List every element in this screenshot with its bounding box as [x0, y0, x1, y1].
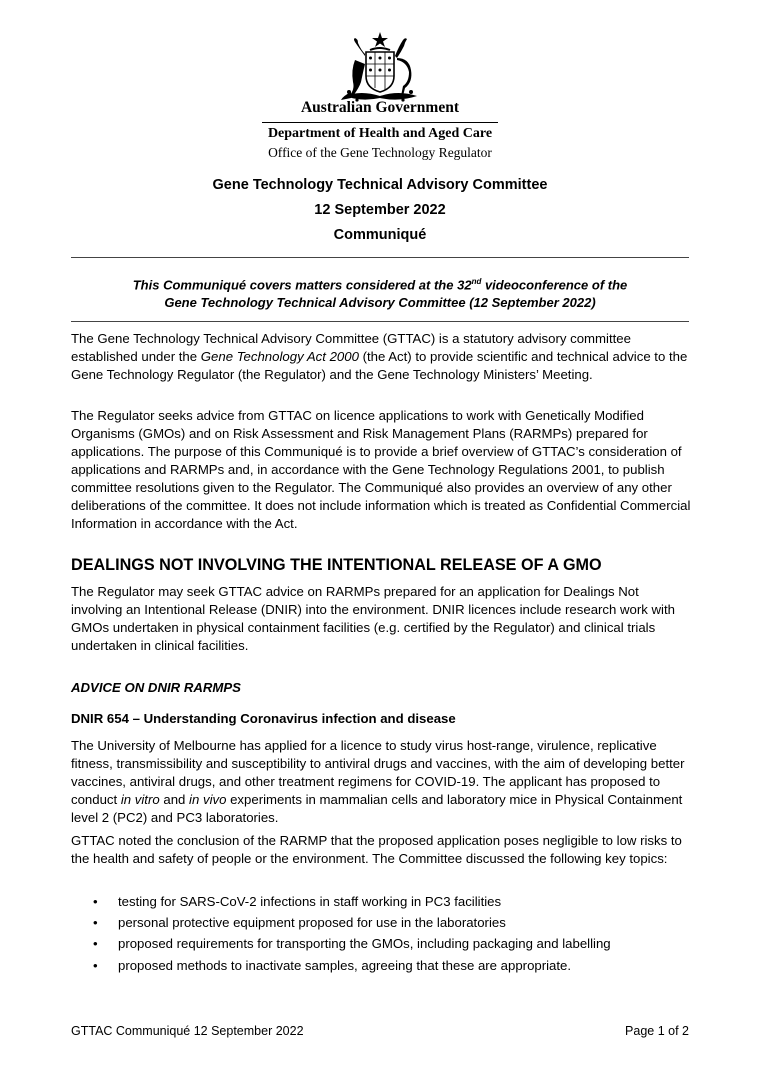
- government-name: Australian Government: [300, 99, 459, 116]
- key-topics-list: [71, 893, 691, 978]
- paragraph-conclusion: GTTAC noted the conclusion of the RARMP that the proposed application poses negligible to low risks to the health and safety of people or the environment. The Committee discussed the following key topics:: [71, 833, 682, 866]
- paragraph-university: [71, 737, 691, 827]
- list-item: • proposed methods to inactivate samples, agreeing that these are appropriate.: [71, 957, 691, 978]
- section-heading: DEALINGS NOT INVOLVING THE INTENTIONAL RELEASE OF A GMO: [71, 556, 602, 574]
- header-divider: [262, 122, 498, 123]
- in-vitro-term: in vitro: [120, 792, 160, 807]
- top-divider: [71, 257, 689, 258]
- subheading-advice: ADVICE ON DNIR RARMPS: [71, 680, 241, 695]
- document-date: 12 September 2022: [314, 202, 446, 218]
- paragraph-gttac: [71, 330, 691, 384]
- in-vivo-term: in vivo: [189, 792, 227, 807]
- bottom-divider: [71, 321, 689, 322]
- document-subtitle: Communiqué: [333, 227, 427, 243]
- intro-text-part2: videoconference of the: [481, 277, 628, 293]
- paragraph-dnir: The Regulator may seek GTTAC advice on RARMPs prepared for an application for Dealings Not involving an Intentional Release (DNIR) into the environment. DNIR licences include research work with GMOs undertaken in physical containment facilities (e.g. certified by the Regulator) and clinical trials undertaken in clinical facilities.: [71, 584, 675, 653]
- department-name: Department of Health and Aged Care: [267, 126, 493, 141]
- page-number: Page 1 of 2: [625, 1024, 689, 1038]
- paragraph-gttac-b: (the Act) to provide scientific and technical advice to the Gene Technology Regulator (the Regulator) and the Gene Technology Ministers’ Meeting.: [71, 349, 688, 382]
- list-item: • testing for SARS-CoV-2 infections in staff working in PC3 facilities: [71, 893, 691, 914]
- paragraph-gttac-a: The Gene Technology Technical Advisory Committee (GTTAC) is a statutory advisory committee established under the: [71, 331, 631, 364]
- list-item: • proposed requirements for transporting the GMOs, including packaging and labelling: [71, 935, 691, 956]
- footer-title: GTTAC Communiqué 12 September 2022: [71, 1024, 304, 1038]
- intro-superscript: nd: [471, 277, 482, 286]
- act-name: Gene Technology Act 2000: [200, 349, 359, 364]
- paragraph-regulator: The Regulator seeks advice from GTTAC on licence applications to work with Genetically Modified Organisms (GMOs) and on Risk Assessment and Risk Management Plans (RARMPs) prepared for applications. The purpose of this Communiqué is to provide a brief overview of GTTAC’s consideration of applications and RARMPs and, in accordance with the Gene Technology Regulations 2001, to publish committee resolutions given to the Regulator. The Communiqué also provides an overview of any other deliberations of the committee. It does not include information which is treated as Confidential Commercial Information in accordance with the Act.: [71, 408, 691, 531]
- item-heading-dnir-654: DNIR 654 – Understanding Coronavirus infection and disease: [71, 711, 456, 726]
- list-item: • personal protective equipment proposed for use in the laboratories: [71, 914, 691, 935]
- document-title: Gene Technology Technical Advisory Committee: [212, 177, 548, 193]
- paragraph-university-a: The University of Melbourne has applied for a licence to study virus host-range, virulence, replicative fitness, transmissibility and susceptibility to antiviral drugs and vaccines, with the aim of developing better vaccines, antiviral drugs, and other treatment regimens for COVID-19. The applicant has proposed to conduct: [71, 738, 685, 807]
- coat-of-arms-icon: [337, 30, 423, 104]
- office-name: Office of the Gene Technology Regulator: [268, 145, 492, 160]
- paragraph-university-b: and: [159, 792, 190, 807]
- paragraph-university-c: experiments in mammalian cells and laboratory mice in Physical Containment level 2 (PC2) and PC3 laboratories.: [71, 792, 683, 825]
- intro-text-part1: This Communiqué covers matters considered at the 32: [132, 277, 472, 293]
- intro-text-line2: Gene Technology Technical Advisory Committee (12 September 2022): [164, 295, 596, 311]
- intro-statement: [71, 273, 689, 312]
